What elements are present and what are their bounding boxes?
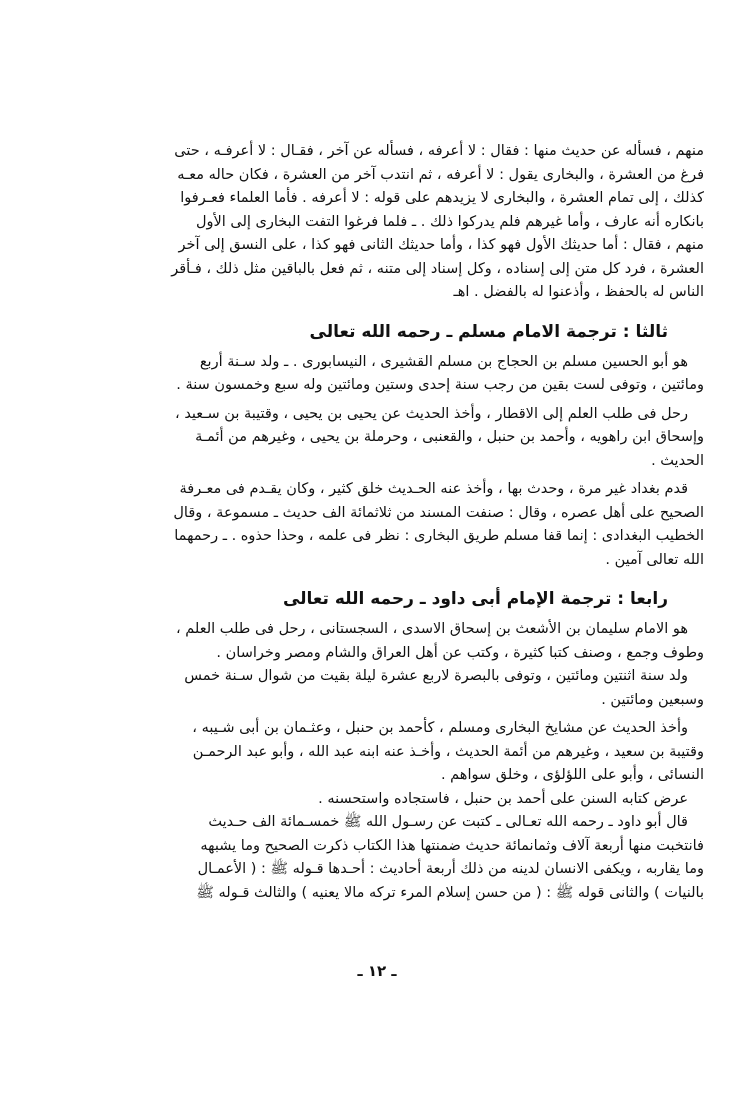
- section-heading-muslim: [92, 319, 704, 345]
- text-line: الناس له بالحفظ ، وأذعنوا له بالفضل . اهـ: [453, 284, 704, 300]
- page-number: ـ ١٢ ـ: [357, 962, 397, 980]
- page-body: [92, 140, 704, 905]
- text-line: الحديث .: [651, 452, 704, 469]
- text-line: بانكاره أنه عارف ، وأما غيرهم فلم يدركوا ذلك . ـ فلما فرغوا التفت البخارى إلى الأول: [195, 213, 704, 230]
- text-line: رحل فى طلب العلم إلى الاقطار ، وأخذ الحديث عن يحيى بن يحيى ، وقتيبة بن سـعيد ،: [175, 405, 688, 422]
- muslim-paragraph-1: [92, 351, 704, 398]
- text-line: فانتخبت منها أربعة آلاف وثمانمائة حديث ضمنتها هذا الكتاب ذكرت الصحيح وما يشبهه: [200, 837, 704, 854]
- text-line: وقتيبة بن سعيد ، وغيرهم من أئمة الحديث ، وأخـذ عنه ابنه عبد الله ، وأبو عبد الرحمـن: [192, 743, 704, 760]
- abudawud-paragraph-3: [92, 717, 704, 788]
- text-line: وطوف وجمع ، وصنف كتبا كثيرة ، وكتب عن أهل العراق والشام ومصر وخراسان .: [216, 644, 704, 661]
- muslim-paragraph-2: [92, 403, 704, 474]
- heading-text: رابعا : ترجمة الإمام أبى داود ـ رحمه الله تعالى: [282, 589, 668, 609]
- text-line: الخطيب البغدادى : إنما قفا مسلم طريق البخارى : نظر فى علمه ، وحذا حذوه . ـ رحمهما: [174, 528, 704, 544]
- text-line: الصحيح على أهل عصره ، وقال : صنفت المسند من ثلاثمائة الف حديث ـ مسموعة ، وقال: [173, 504, 704, 521]
- text-line: ولد سنة اثنتين ومائتين ، وتوفى بالبصرة لاربع عشرة ليلة بقيت من شوال سـنة خمس: [184, 668, 688, 684]
- text-line: النسائى ، وأبو على اللؤلؤى ، وخلق سواهم .: [440, 767, 704, 783]
- text-line: ومائتين ، وتوفى لست بقين من رجب سنة إحدى وستين ومائتين وله سبع وخمسون سنة .: [176, 377, 704, 393]
- abudawud-paragraph-5: [92, 811, 704, 905]
- intro-paragraph: [92, 140, 704, 305]
- abudawud-paragraph-1: [92, 618, 704, 665]
- text-line: بالنيات ) والثانى قوله ﷺ : ( من حسن إسلام المرء تركه مالا يعنيه ) والثالث قـوله ﷺ: [196, 884, 704, 901]
- text-line: قدم بغداد غير مرة ، وحدث بها ، وأخذ عنه الحـديث خلق كثير ، وكان يقـدم فى معـرفة: [179, 481, 688, 497]
- section-heading-abu-dawud: [92, 586, 704, 612]
- text-line: الله تعالى آمين .: [605, 551, 704, 568]
- text-line: وأخذ الحديث عن مشايخ البخارى ومسلم ، كأحمد بن حنبل ، وعثـمان بن أبى شـيبه ،: [192, 720, 688, 736]
- text-line: هو الامام سليمان بن الأشعث بن إسحاق الاسدى ، السجستانى ، رحل فى طلب العلم ،: [175, 621, 688, 637]
- text-line: وإسحاق ابن راهويه ، وأحمد بن حنبل ، والقعنبى ، وحرملة بن يحيى ، وغيرهم من أئمـة: [195, 429, 704, 445]
- text-line: العشرة ، فرد كل متن إلى إسناده ، وكل إسناد إلى متنه ، ثم فعل بالباقين مثل ذلك ، فـأقر: [171, 260, 704, 277]
- text-line: فرغ من العشرة ، والبخارى يقول : لا أعرفه ، ثم انتدب آخر من العشرة ، فكان حاله معـه: [177, 166, 704, 183]
- text-line: عرض كتابه السنن على أحمد بن حنبل ، فاستجاده واستحسنه .: [318, 790, 688, 807]
- text-line: منهم ، فقال : أما حديثك الأول فهو كذا ، وأما حديثك الثانى فهو كذا ، على النسق إلى آخر: [178, 237, 704, 253]
- abudawud-paragraph-4: [92, 788, 704, 812]
- text-line: وما يقاربه ، ويكفى الانسان لدينه من ذلك أربعة أحاديث : أحـدها قـوله ﷺ : ( الأعمـال: [197, 861, 704, 877]
- text-line: قال أبو داود ـ رحمه الله تعـالى ـ كتبت عن رسـول الله ﷺ خمسـمائة الف حـديث: [208, 814, 688, 830]
- abudawud-paragraph-2: [92, 665, 704, 712]
- text-line: منهم ، فسأله عن حديث منها : فقال : لا أعرفه ، فسأله عن آخر ، فقـال : لا أعرفـه ، حتى: [174, 143, 704, 159]
- muslim-paragraph-3: [92, 478, 704, 572]
- text-line: هو أبو الحسين مسلم بن الحجاج بن مسلم القشيرى ، النيسابورى . ـ ولد سـنة أربع: [199, 353, 688, 370]
- heading-text: ثالثا : ترجمة الامام مسلم ـ رحمه الله تعالى: [309, 321, 668, 342]
- text-line: وسبعين ومائتين .: [601, 691, 704, 708]
- text-line: كذلك ، إلى تمام العشرة ، والبخارى لا يزيدهم على قوله : لا أعرفه . فأما العلماء فعـرفوا: [180, 190, 704, 206]
